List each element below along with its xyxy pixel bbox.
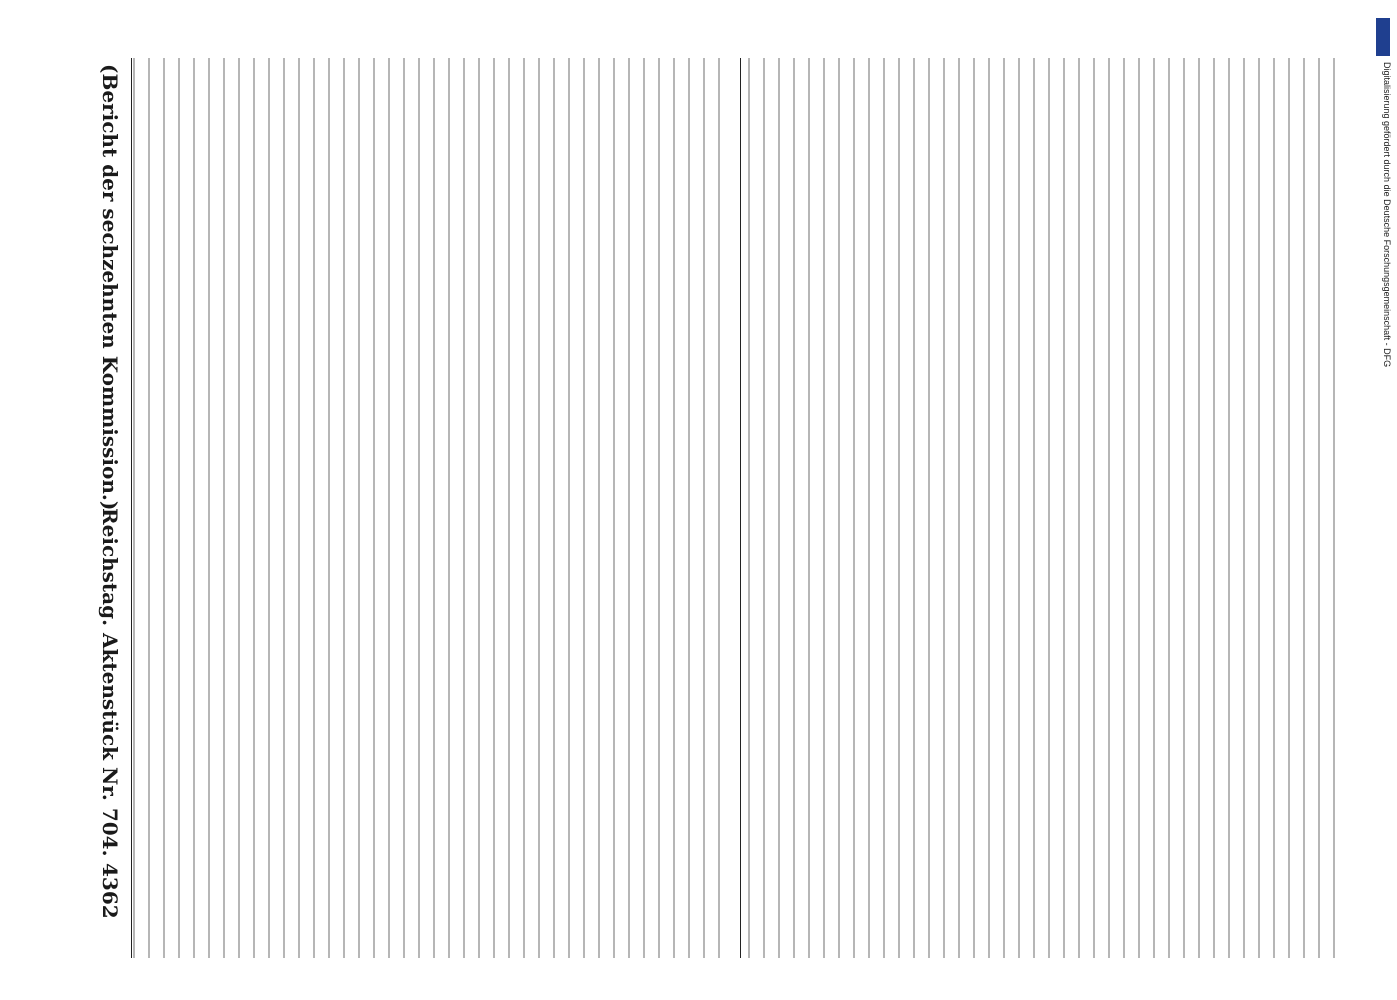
dfg-funding-note: Digitalisierung gefördert durch die Deutsche Forschungsgemeinschaft - DFG	[1382, 62, 1392, 368]
page-number: 4362	[98, 863, 122, 919]
text-column-right	[748, 58, 1348, 958]
document-title: Reichstag. Aktenstück Nr. 704.	[98, 508, 122, 857]
dfg-logo	[1376, 18, 1390, 56]
document-subtitle: (Bericht der sechzehnten Kommission.)	[98, 64, 122, 511]
column-divider	[740, 58, 741, 958]
text-column-left	[133, 58, 733, 958]
header-rule	[131, 58, 132, 958]
document-page	[88, 58, 1358, 958]
page-header	[88, 58, 128, 958]
